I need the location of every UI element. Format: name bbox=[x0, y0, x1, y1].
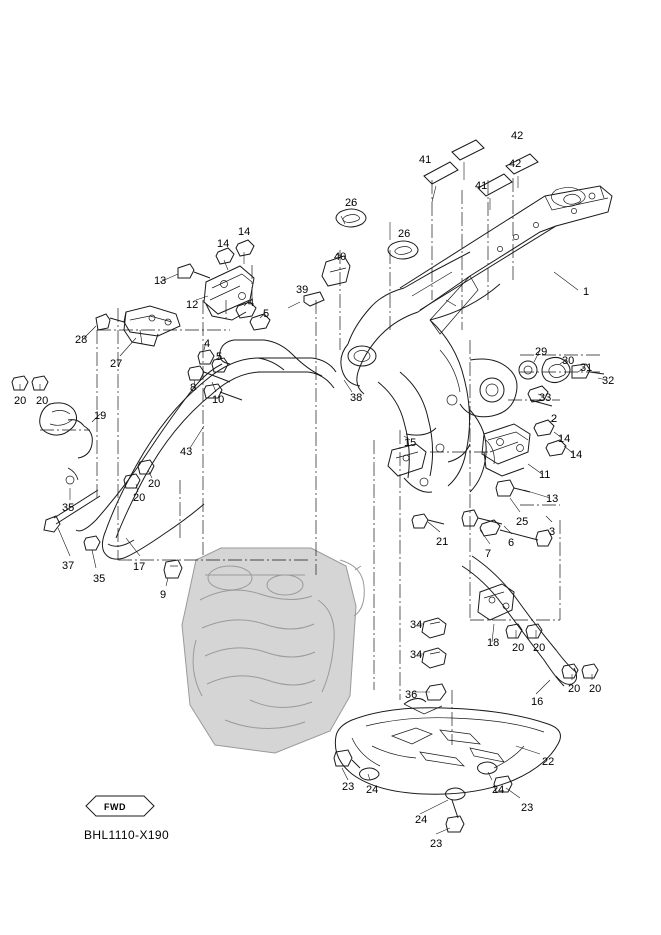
callout-number: 19 bbox=[94, 410, 107, 422]
callout-number: 43 bbox=[180, 446, 193, 458]
part-code-label: BHL1110-X190 bbox=[84, 828, 170, 842]
callout-number: 23 bbox=[521, 802, 534, 814]
callout-number: 15 bbox=[404, 437, 417, 449]
callout-number: 41 bbox=[475, 180, 488, 192]
callout-number: 2 bbox=[551, 413, 558, 425]
callout-number: 4 bbox=[204, 338, 211, 350]
callout-number: 14 bbox=[558, 433, 571, 445]
callout-number: 20 bbox=[148, 478, 161, 490]
callout-number: 14 bbox=[238, 226, 251, 238]
callout-number: 4 bbox=[248, 297, 255, 309]
callout-number: 26 bbox=[345, 197, 358, 209]
callout-number: 5 bbox=[263, 308, 270, 320]
fwd-label: FWD bbox=[104, 802, 126, 812]
callout-number: 21 bbox=[436, 536, 449, 548]
callout-number: 20 bbox=[512, 642, 525, 654]
callout-number: 6 bbox=[508, 537, 515, 549]
callout-number: 20 bbox=[533, 642, 546, 654]
callout-number: 11 bbox=[539, 469, 551, 481]
callout-number: 20 bbox=[133, 492, 146, 504]
callout-number: 36 bbox=[405, 689, 418, 701]
callout-number: 42 bbox=[511, 130, 524, 142]
callout-number: 33 bbox=[539, 392, 552, 404]
callout-number: 32 bbox=[602, 375, 615, 387]
callout-number: 13 bbox=[546, 493, 559, 505]
callout-number: 7 bbox=[485, 548, 492, 560]
callout-number: 28 bbox=[75, 334, 88, 346]
callout-number: 10 bbox=[212, 394, 225, 406]
callout-number: 14 bbox=[217, 238, 230, 250]
callout-number: 12 bbox=[186, 299, 199, 311]
callout-number: 14 bbox=[570, 449, 583, 461]
engine-ghost bbox=[182, 548, 364, 753]
callout-number: 40 bbox=[334, 251, 347, 263]
callout-number: 34 bbox=[410, 649, 423, 661]
callout-number: 29 bbox=[535, 346, 548, 358]
callout-number: 24 bbox=[492, 784, 505, 796]
callout-number: 20 bbox=[589, 683, 602, 695]
callout-number: 26 bbox=[398, 228, 411, 240]
callout-number: 30 bbox=[562, 355, 575, 367]
callout-number: 1 bbox=[583, 286, 590, 298]
callout-number: 24 bbox=[415, 814, 428, 826]
callout-number: 23 bbox=[342, 781, 355, 793]
callout-number: 20 bbox=[568, 683, 581, 695]
callout-number: 42 bbox=[509, 158, 522, 170]
callout-number: 18 bbox=[487, 637, 500, 649]
callout-number: 17 bbox=[133, 561, 146, 573]
callout-number: 24 bbox=[366, 784, 379, 796]
main-frame-part-1 bbox=[341, 186, 615, 492]
callout-number: 20 bbox=[36, 395, 49, 407]
callout-number: 16 bbox=[531, 696, 544, 708]
callout-number: 20 bbox=[14, 395, 27, 407]
callout-number: 35 bbox=[93, 573, 106, 585]
callout-number: 13 bbox=[154, 275, 167, 287]
callout-number: 31 bbox=[580, 362, 593, 374]
callout-number: 22 bbox=[542, 756, 555, 768]
callout-number: 9 bbox=[160, 589, 167, 601]
strips-41-42 bbox=[424, 140, 538, 210]
callout-number: 39 bbox=[296, 284, 309, 296]
callout-number: 34 bbox=[410, 619, 423, 631]
callout-number: 8 bbox=[190, 382, 197, 394]
callout-number: 27 bbox=[110, 358, 123, 370]
callout-number: 25 bbox=[516, 516, 529, 528]
callout-number: 41 bbox=[419, 154, 432, 166]
callout-number: 23 bbox=[430, 838, 443, 850]
callout-number: 35 bbox=[62, 502, 75, 514]
bracket-27 bbox=[96, 306, 180, 346]
callout-number: 38 bbox=[350, 392, 363, 404]
callout-number: 3 bbox=[549, 526, 556, 538]
callout-number: 5 bbox=[216, 351, 223, 363]
callout-number: 37 bbox=[62, 560, 75, 572]
